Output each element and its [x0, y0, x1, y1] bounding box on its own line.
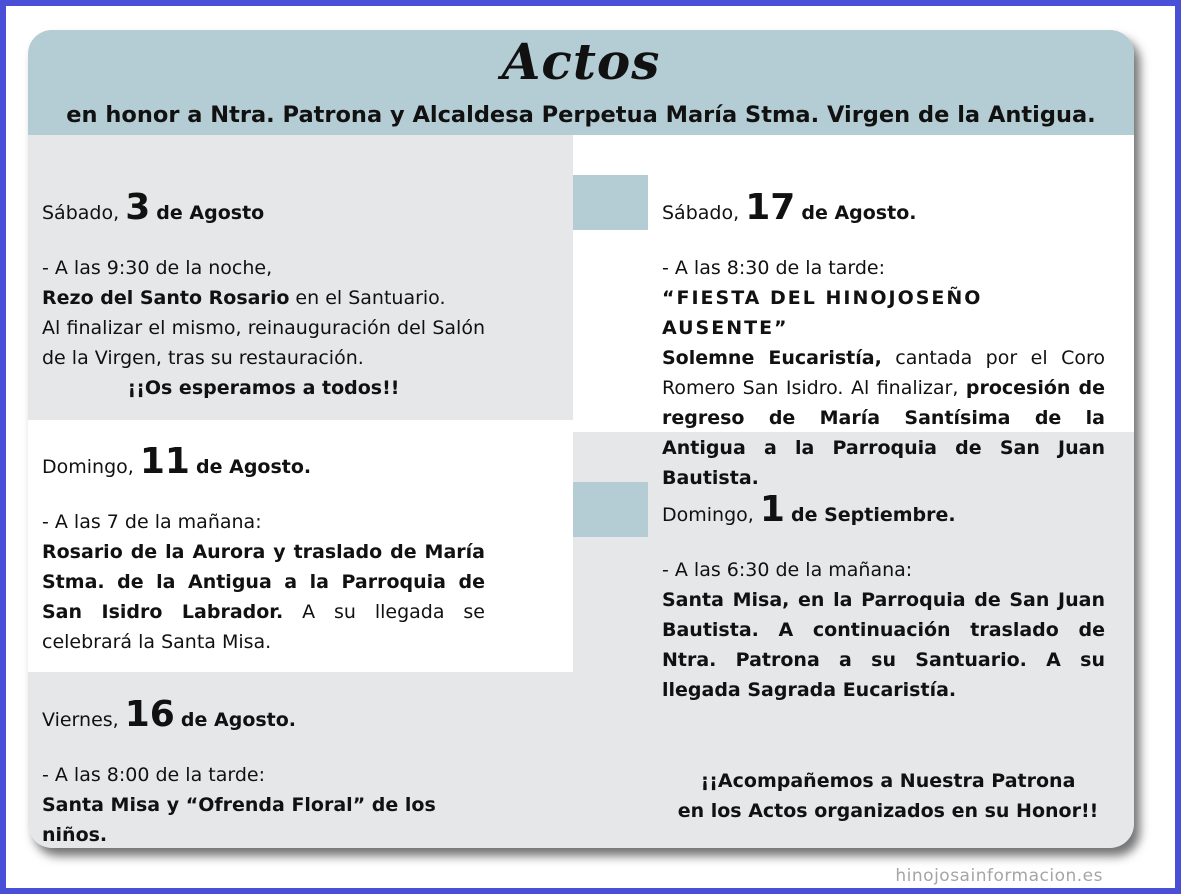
event-time: - A las 7 de la mañana: [42, 511, 262, 533]
event-desc-line [42, 283, 485, 313]
event-location: en el Santuario. [289, 287, 446, 309]
event-title: Solemne Eucaristía, [662, 347, 882, 369]
event-description: Al finalizar el mismo, reinauguración del Salón de la Virgen, tras su restauración. [42, 317, 485, 369]
events-card [28, 30, 1134, 848]
event-date [42, 442, 485, 487]
page-subtitle: en honor a Ntra. Patrona y Alcaldesa Perpetua María Stma. Virgen de la Antigua. [66, 102, 1096, 128]
event-description [42, 537, 485, 657]
event-detail: cantada por el Coro Romero San Isidro. Al finalizar, [662, 347, 1105, 399]
event-name: “FIESTA DEL HINOJOSEÑO AUSENTE” [662, 287, 983, 339]
day-number: 1 [759, 489, 785, 530]
month: de Agosto. [801, 202, 917, 224]
page-title: Actos [501, 32, 661, 91]
event-date [662, 188, 1105, 233]
event-title: Rosario de la Aurora y traslado de María Stma. de la Antigua a la Parroquia de San Isidro Labrador. [42, 541, 485, 623]
weekday: Sábado, [662, 202, 740, 224]
closing-line-1: ¡¡Acompañemos a Nuestra Patrona [700, 770, 1076, 792]
watermark: hinojosainformacion.es [895, 866, 1103, 886]
event-description [662, 343, 1105, 493]
month: de Agosto [156, 202, 265, 224]
event-date [662, 490, 1105, 535]
weekday: Sábado, [42, 202, 120, 224]
weekday: Domingo, [662, 504, 754, 526]
event-date [42, 695, 502, 740]
closing-message [638, 766, 1134, 826]
accent-square-top [573, 175, 648, 230]
day-number: 17 [745, 187, 796, 228]
month: de Septiembre. [790, 504, 956, 526]
closing-line-2: en los Actos organizados en su Honor!! [677, 800, 1099, 822]
event-title: Santa Misa, en la Parroquia de San Juan Bautista. A continuación traslado de Ntra. Patrona a su Santuario. A su llegada Sagrada Eucaristía. [662, 589, 1105, 701]
event-11-agosto [42, 442, 485, 657]
event-title: Rezo del Santo Rosario [42, 287, 290, 309]
month: de Agosto. [196, 456, 312, 478]
event-closing: ¡¡Os esperamos a todos!! [127, 377, 400, 399]
event-1-septiembre [662, 490, 1105, 705]
accent-square-bottom [573, 482, 648, 537]
event-procession: procesión de regreso de María Santísima de la Antigua a la Parroquia de San Juan Bautista. [662, 377, 1105, 489]
event-detail: A su llegada se celebrará la Santa Misa. [42, 601, 485, 653]
event-3-agosto [42, 188, 485, 403]
day-number: 3 [125, 187, 151, 228]
month: de Agosto. [180, 709, 297, 731]
day-number: 11 [139, 441, 190, 482]
event-time: - A las 8:30 de la tarde: [662, 257, 885, 279]
event-time: - A las 8:00 de la tarde: [42, 764, 265, 786]
weekday: Domingo, [42, 456, 134, 478]
weekday: Viernes, [42, 709, 119, 731]
event-date [42, 188, 485, 233]
event-17-agosto [662, 188, 1105, 493]
event-16-agosto [42, 695, 502, 848]
event-time: - A las 6:30 de la mañana: [662, 559, 913, 581]
header-band [28, 30, 1134, 135]
event-title: Santa Misa y “Ofrenda Floral” de los niños. [42, 794, 436, 846]
day-number: 16 [124, 694, 175, 735]
event-time: - A las 9:30 de la noche, [42, 257, 273, 279]
